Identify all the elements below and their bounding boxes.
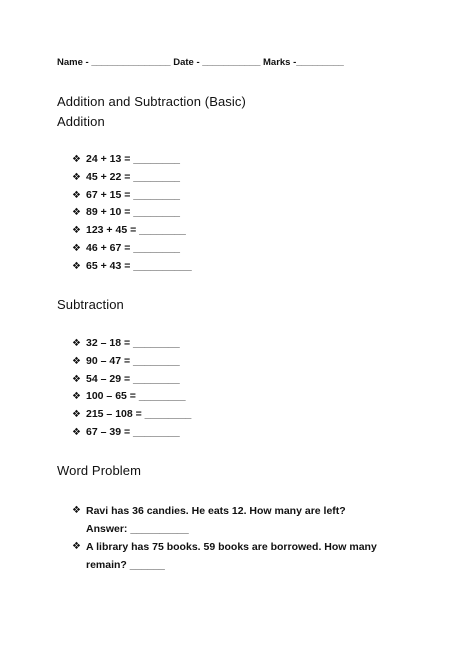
word-problem-list bbox=[72, 502, 377, 574]
subtraction-list bbox=[72, 335, 191, 442]
worksheet-title: Addition and Subtraction (Basic) bbox=[57, 94, 246, 109]
subtraction-item: ❖ 54 – 29 = ________ bbox=[72, 371, 191, 389]
subtraction-heading: Subtraction bbox=[57, 297, 124, 312]
word-problem-answer: remain? ______ bbox=[86, 559, 165, 571]
addition-item: ❖ 46 + 67 = ________ bbox=[72, 240, 192, 258]
subtraction-item: ❖ 67 – 39 = ________ bbox=[72, 424, 191, 442]
addition-item: ❖ 89 + 10 = ________ bbox=[72, 204, 192, 222]
diamond-bullet-icon: ❖ bbox=[72, 426, 81, 438]
word-problem-question: Ravi has 36 candies. He eats 12. How many are left? bbox=[86, 505, 346, 517]
addition-item: ❖ 45 + 22 = ________ bbox=[72, 169, 192, 187]
addition-item: ❖ 24 + 13 = ________ bbox=[72, 151, 192, 169]
addition-list bbox=[72, 151, 192, 276]
word-problem-heading: Word Problem bbox=[57, 463, 142, 478]
addition-heading: Addition bbox=[57, 114, 105, 129]
subtraction-item: ❖ 32 – 18 = ________ bbox=[72, 335, 191, 353]
diamond-bullet-icon: ❖ bbox=[72, 260, 81, 272]
word-problem-question: A library has 75 books. 59 books are borrowed. How many bbox=[86, 541, 377, 553]
student-info-line: Name - _______________ Date - ___________ Marks -_________ bbox=[57, 57, 344, 68]
word-problem-item bbox=[72, 538, 377, 574]
addition-item: ❖ 67 + 15 = ________ bbox=[72, 187, 192, 205]
subtraction-item: ❖ 90 – 47 = ________ bbox=[72, 353, 191, 371]
diamond-bullet-icon: ❖ bbox=[72, 373, 81, 385]
word-problem-answer: Answer: __________ bbox=[86, 523, 189, 535]
diamond-bullet-icon: ❖ bbox=[72, 207, 81, 219]
diamond-bullet-icon: ❖ bbox=[72, 391, 81, 403]
diamond-bullet-icon: ❖ bbox=[72, 409, 81, 421]
addition-item: ❖ 65 + 43 = __________ bbox=[72, 258, 192, 276]
diamond-bullet-icon: ❖ bbox=[72, 505, 81, 516]
diamond-bullet-icon: ❖ bbox=[72, 242, 81, 254]
diamond-bullet-icon: ❖ bbox=[72, 541, 81, 552]
diamond-bullet-icon: ❖ bbox=[72, 338, 81, 349]
addition-item: ❖ 123 + 45 = ________ bbox=[72, 222, 192, 240]
diamond-bullet-icon: ❖ bbox=[72, 171, 81, 183]
diamond-bullet-icon: ❖ bbox=[72, 355, 81, 367]
word-problem-item bbox=[72, 502, 377, 538]
diamond-bullet-icon: ❖ bbox=[72, 154, 81, 165]
subtraction-item: ❖ 100 – 65 = ________ bbox=[72, 388, 191, 406]
subtraction-item: ❖ 215 – 108 = ________ bbox=[72, 406, 191, 424]
diamond-bullet-icon: ❖ bbox=[72, 225, 81, 237]
diamond-bullet-icon: ❖ bbox=[72, 189, 81, 201]
